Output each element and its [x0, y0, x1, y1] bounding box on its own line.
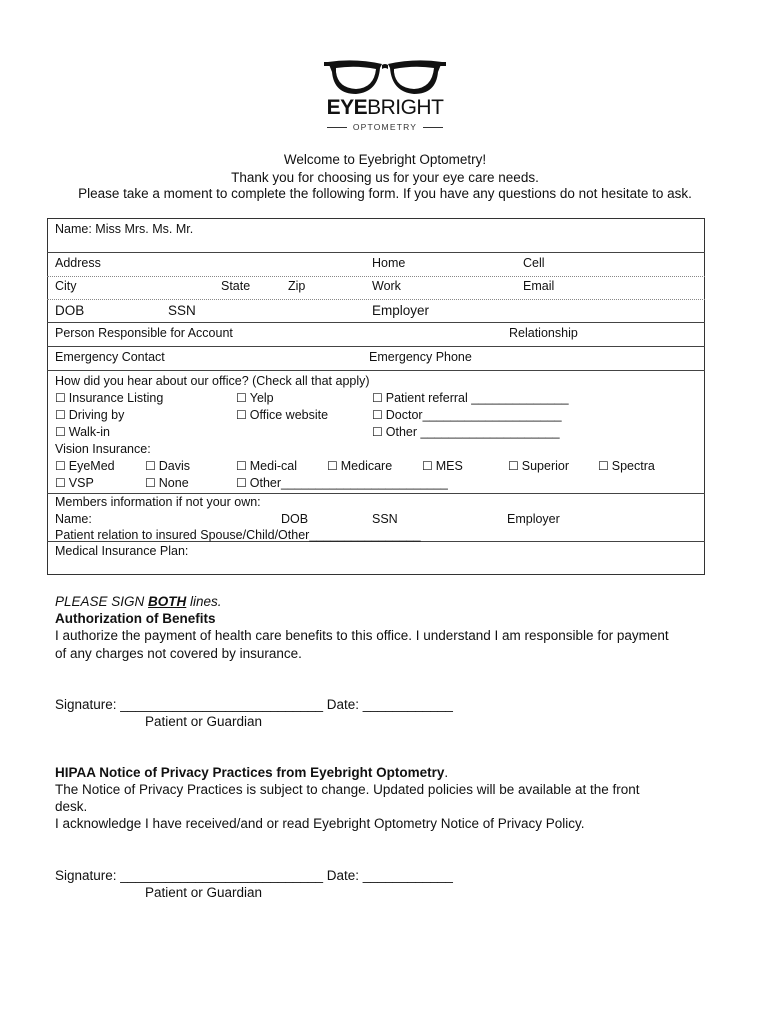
relationship-field[interactable]: Relationship — [509, 326, 578, 340]
authorization-body-2: of any charges not covered by insurance. — [55, 646, 302, 661]
hipaa-body-1: The Notice of Privacy Practices is subject to change. Updated policies will be available at the front — [55, 782, 640, 797]
sign-instruction-both: BOTH — [148, 594, 187, 609]
brand-rest: BRIGHT — [367, 96, 444, 119]
yelp-checkbox[interactable]: ☐ Yelp — [236, 391, 274, 405]
dob-field[interactable]: DOB — [55, 303, 85, 318]
authorization-body-1: I authorize the payment of health care benefits to this office. I understand I am responsible for payment — [55, 628, 669, 643]
doctor-checkbox[interactable]: ☐ Doctor____________________ — [372, 408, 562, 422]
davis-checkbox[interactable]: ☐ Davis — [145, 459, 190, 473]
medicare-checkbox[interactable]: ☐ Medicare — [327, 459, 392, 473]
hipaa-signature-line[interactable]: Signature: ___________________________ Date: ____________ — [55, 868, 453, 883]
home-phone-field[interactable]: Home — [372, 256, 406, 270]
hipaa-guardian-label: Patient or Guardian — [145, 885, 263, 900]
form-divider — [47, 276, 705, 277]
intro-line-1: Welcome to Eyebright Optometry! — [283, 152, 487, 167]
state-field[interactable]: State — [221, 279, 251, 293]
work-phone-field[interactable]: Work — [372, 279, 401, 293]
brand-name — [300, 96, 470, 120]
form-divider — [47, 299, 705, 300]
member-ssn-field[interactable]: SSN — [372, 512, 398, 526]
hipaa-body-3: I acknowledge I have received/and or read Eyebright Optometry Notice of Privacy Policy. — [55, 816, 585, 831]
vision-insurance-label: Vision Insurance: — [55, 442, 151, 456]
brand-bold: EYE — [326, 96, 368, 119]
ssn-field[interactable]: SSN — [168, 303, 196, 318]
sign-instruction-pre: PLEASE SIGN — [55, 594, 149, 609]
sign-instruction — [55, 594, 222, 609]
medi-cal-checkbox[interactable]: ☐ Medi-cal — [236, 459, 297, 473]
other-referral-checkbox[interactable]: ☐ Other ____________________ — [372, 425, 560, 439]
authorization-guardian-label: Patient or Guardian — [145, 714, 263, 729]
member-dob-field[interactable]: DOB — [281, 512, 309, 526]
zip-field[interactable]: Zip — [288, 279, 306, 293]
employer-field[interactable]: Employer — [372, 303, 430, 318]
cell-phone-field[interactable]: Cell — [523, 256, 545, 270]
responsible-party-field[interactable]: Person Responsible for Account — [55, 326, 233, 340]
intro-line-3: Please take a moment to complete the following form. If you have any questions do not hesitate to ask. — [78, 186, 692, 201]
intro-line-2: Thank you for choosing us for your eye care needs. — [231, 170, 539, 185]
spectra-checkbox[interactable]: ☐ Spectra — [598, 459, 655, 473]
name-field[interactable]: Name: Miss Mrs. Ms. Mr. — [55, 222, 194, 236]
eyebright-logo — [300, 58, 470, 138]
authorization-heading: Authorization of Benefits — [55, 611, 216, 626]
members-info-label: Members information if not your own: — [55, 495, 261, 509]
form-divider — [47, 493, 705, 494]
walk-in-checkbox[interactable]: ☐ Walk-in — [55, 425, 110, 439]
form-divider — [47, 370, 705, 371]
authorization-signature-line[interactable]: Signature: ___________________________ Date: ____________ — [55, 697, 453, 712]
hipaa-heading-text: HIPAA Notice of Privacy Practices from Eyebright Optometry — [55, 765, 445, 780]
member-name-field[interactable]: Name: — [55, 512, 92, 526]
email-field[interactable]: Email — [523, 279, 555, 293]
form-divider — [47, 346, 705, 347]
hipaa-heading-dot: . — [444, 765, 449, 780]
emergency-phone-field[interactable]: Emergency Phone — [369, 350, 472, 364]
vsp-checkbox[interactable]: ☐ VSP — [55, 476, 94, 490]
driving-by-checkbox[interactable]: ☐ Driving by — [55, 408, 124, 422]
eyeglasses-icon — [300, 58, 470, 98]
sign-instruction-post: lines. — [186, 594, 222, 609]
city-field[interactable]: City — [55, 279, 77, 293]
referral-question: How did you hear about our office? (Check all that apply) — [55, 374, 370, 388]
insurance-listing-checkbox[interactable]: ☐ Insurance Listing — [55, 391, 163, 405]
superior-checkbox[interactable]: ☐ Superior — [508, 459, 569, 473]
member-employer-field[interactable]: Employer — [507, 512, 560, 526]
form-divider — [47, 252, 705, 253]
emergency-contact-field[interactable]: Emergency Contact — [55, 350, 165, 364]
brand-sub-text: OPTOMETRY — [352, 122, 418, 132]
hipaa-heading — [55, 765, 448, 780]
other-insurance-checkbox[interactable]: ☐ Other________________________ — [236, 476, 448, 490]
form-divider — [47, 322, 705, 323]
brand-sub — [300, 122, 470, 132]
office-website-checkbox[interactable]: ☐ Office website — [236, 408, 328, 422]
none-checkbox[interactable]: ☐ None — [145, 476, 189, 490]
eyemed-checkbox[interactable]: ☐ EyeMed — [55, 459, 115, 473]
patient-referral-checkbox[interactable]: ☐ Patient referral ______________ — [372, 391, 569, 405]
medical-plan-field[interactable]: Medical Insurance Plan: — [55, 544, 189, 558]
hipaa-body-2: desk. — [55, 799, 88, 814]
mes-checkbox[interactable]: ☐ MES — [422, 459, 463, 473]
address-field[interactable]: Address — [55, 256, 101, 270]
patient-relation-field[interactable]: Patient relation to insured Spouse/Child/Other________________ — [55, 528, 421, 542]
